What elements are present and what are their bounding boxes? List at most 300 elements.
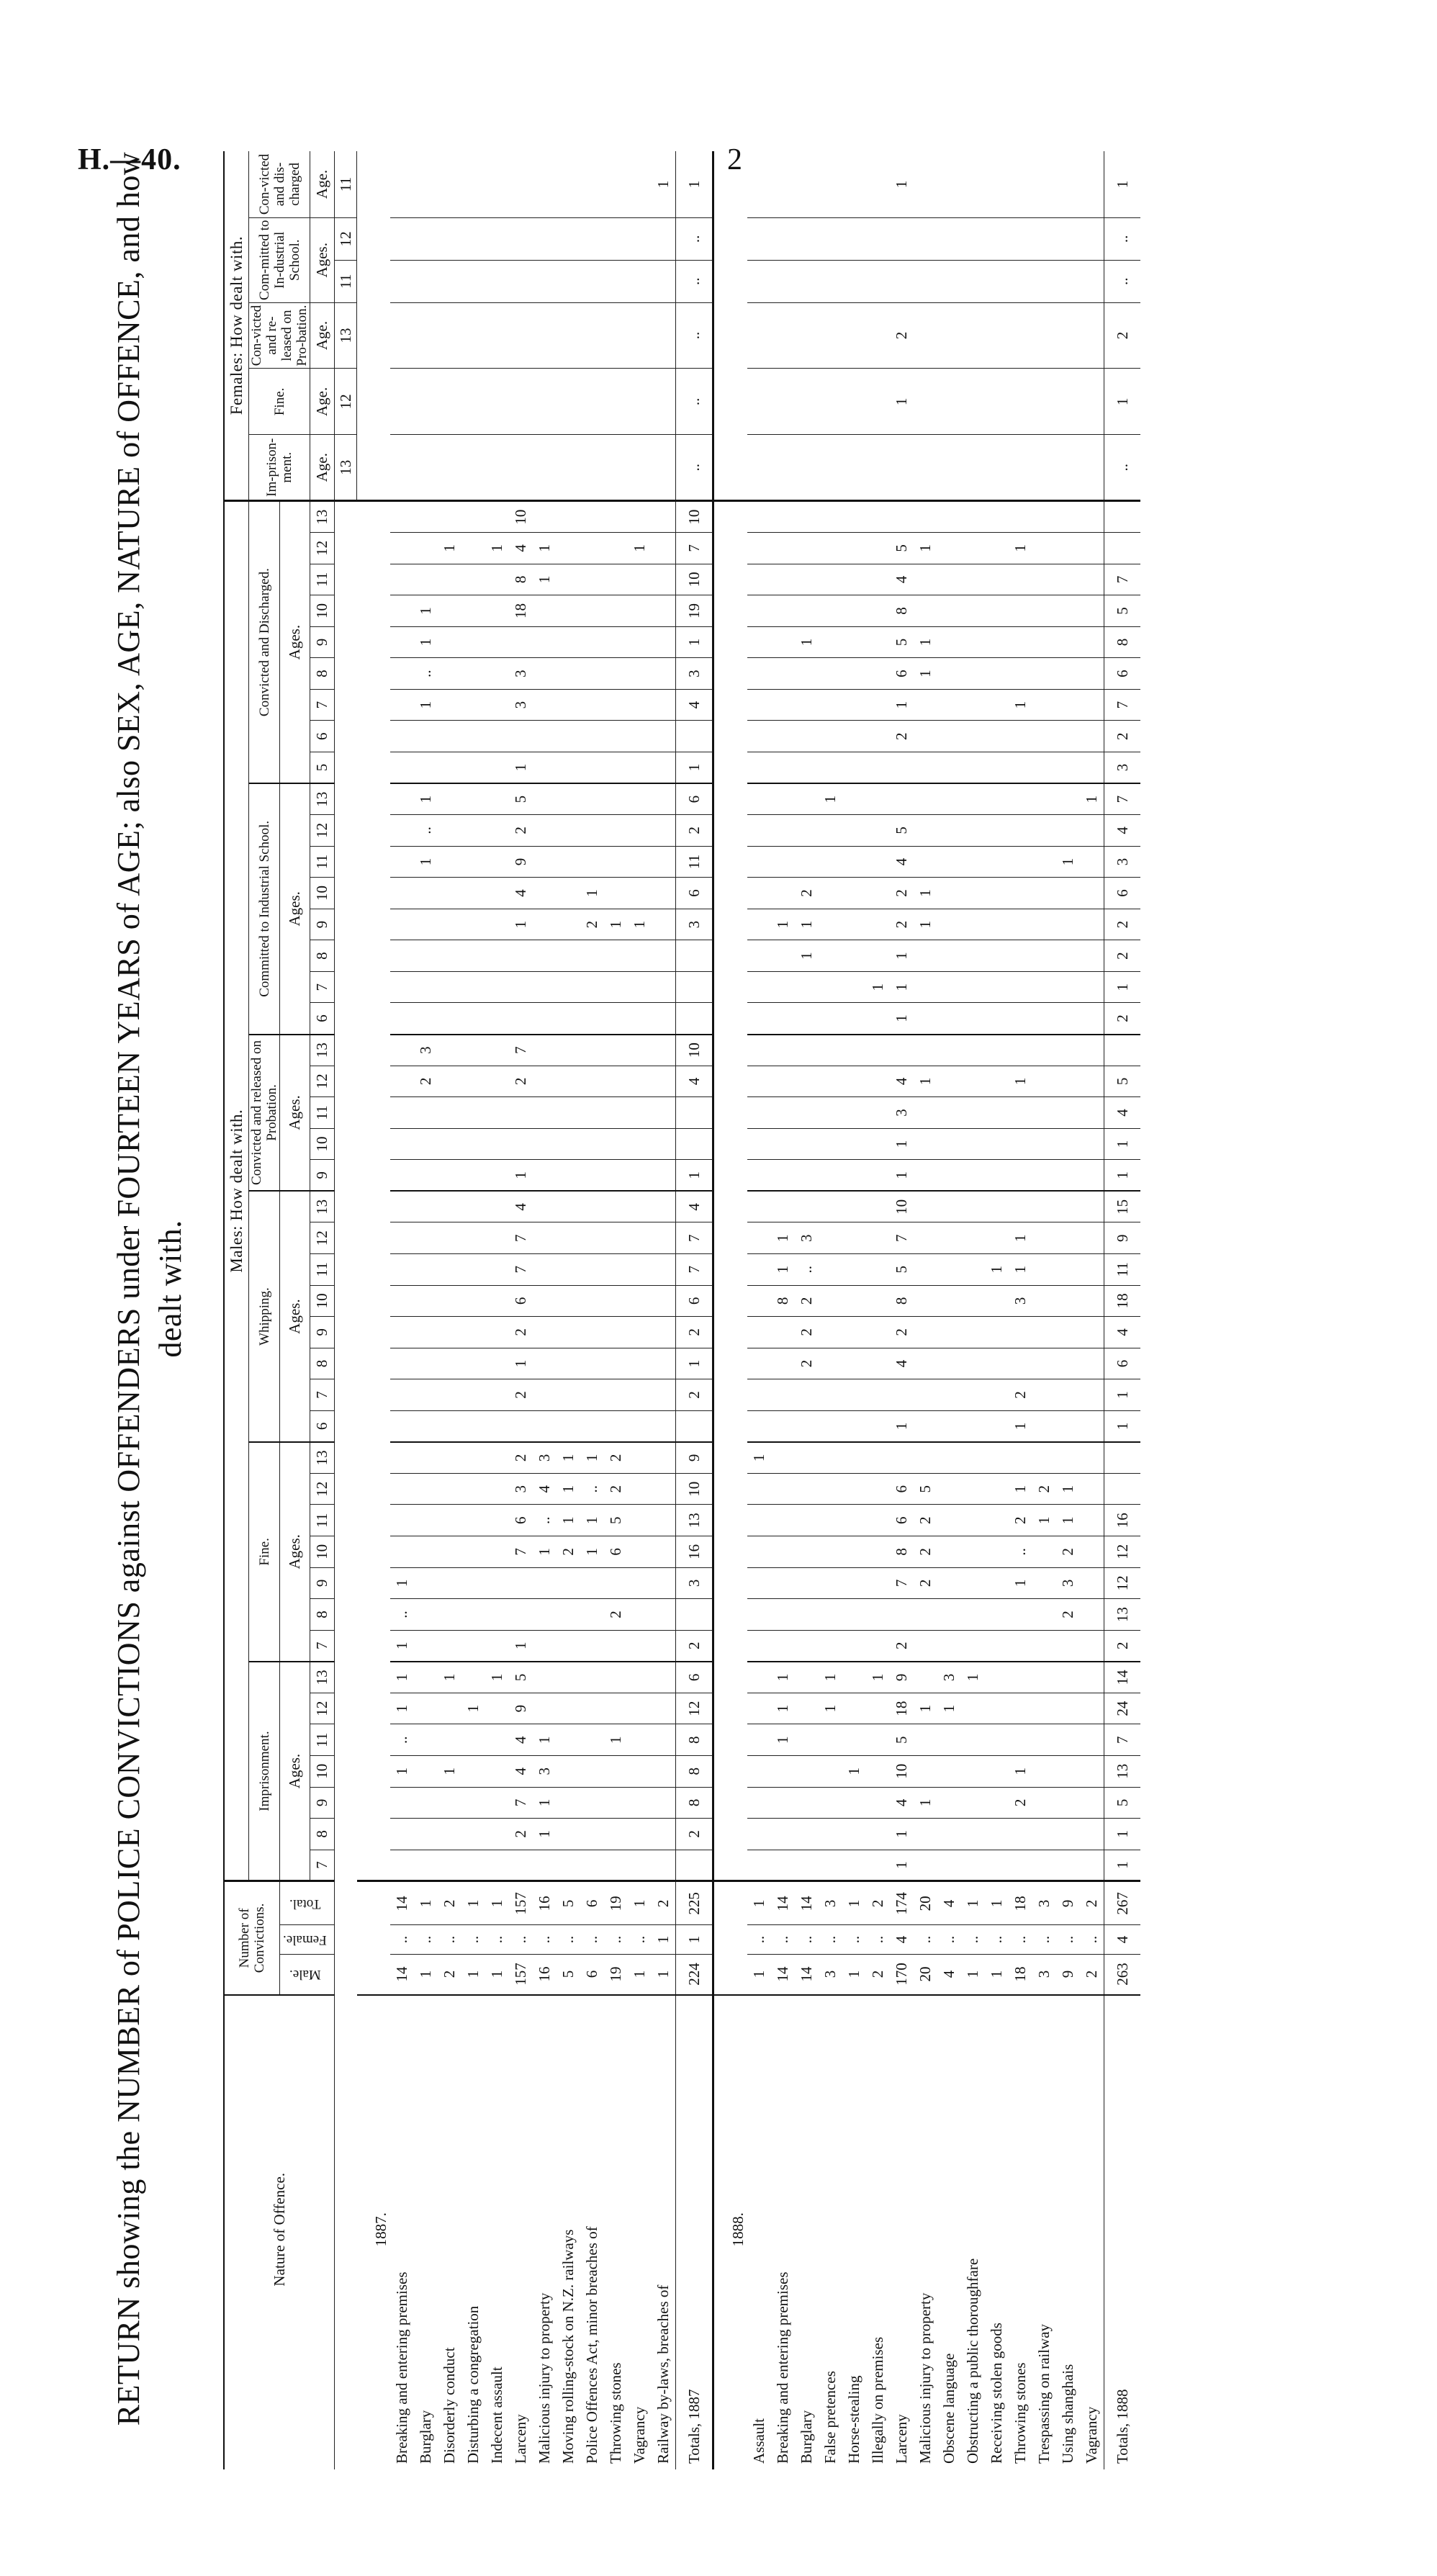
probation-cell [509,1097,533,1129]
total-count: 6 [580,1881,604,1925]
imprisonment-cell [652,1662,676,1693]
females-how-dealt-header: Females: How dealt with. [224,151,249,501]
discharged-cell [461,595,485,627]
industrial-cell: 2 [676,815,713,847]
fine-cell [1080,1567,1104,1599]
whipping-cell [747,1379,771,1411]
whipping-header: Whipping. [249,1191,280,1442]
imprisonment-cell: 9 [509,1693,533,1724]
male-count: 3 [1032,1954,1056,1995]
female-cell [652,302,676,369]
whipping-cell [819,1285,842,1317]
probation-cell [819,1097,842,1129]
female-cell [1056,435,1080,501]
imprisonment-cell [985,1787,1009,1819]
imprisonment-cell [914,1755,937,1787]
industrial-cell [771,846,795,878]
imprisonment-cell [985,1693,1009,1724]
whipping-cell [819,1317,842,1348]
industrial-cell [1056,878,1080,909]
industrial-cell [866,878,890,909]
whipping-cell: 6 [676,1285,713,1317]
industrial-cell: 2 [795,878,819,909]
probation-cell [961,1160,985,1192]
female-count: .. [937,1925,961,1954]
fine-cell [1032,1599,1056,1631]
discharged-cell: 3 [1104,752,1141,783]
whipping-cell [961,1222,985,1254]
whipping-cell [1032,1253,1056,1285]
probation-cell [628,1128,652,1160]
imprisonment-cell [961,1755,985,1787]
female-cell [533,369,557,435]
female-count: .. [961,1925,985,1954]
fine-cell: 7 [890,1567,914,1599]
fine-cell [1080,1505,1104,1536]
imprisonment-cell: 1 [390,1755,414,1787]
fine-cell: 1 [580,1505,604,1536]
industrial-cell [937,940,961,972]
imprisonment-cell [390,1819,414,1850]
probation-cell [866,1097,890,1129]
probation-cell [604,1128,628,1160]
fine-cell: 2 [557,1536,580,1568]
probation-cell: 1 [1009,1066,1032,1097]
imprisonment-cell [485,1755,509,1787]
female-cell [414,217,438,260]
whipping-age-8: 8 [310,1348,335,1379]
imprisonment-cell [628,1819,652,1850]
industrial-cell [1032,878,1056,909]
probation-cell [557,1066,580,1097]
probation-header: Convicted and released on Probation. [249,1035,280,1192]
female-cell [604,217,628,260]
female-cell [1080,369,1104,435]
industrial-header: Committed to Industrial School. [249,783,280,1035]
female-cell [1080,217,1104,260]
male-count: 14 [390,1954,414,1995]
whipping-cell [1032,1191,1056,1222]
imprisonment-age-7: 7 [310,1850,335,1881]
whipping-cell [937,1379,961,1411]
imprisonment-cell: 1 [485,1662,509,1693]
discharged-cell [438,595,461,627]
discharged-cell [866,752,890,783]
discharged-cell [438,626,461,658]
industrial-cell [747,878,771,909]
industrial-cell [842,878,866,909]
whipping-cell [1009,1317,1032,1348]
male-count: 2 [438,1954,461,1995]
female-cell [414,435,438,501]
female-cell [961,302,985,369]
probation-cell [1056,1097,1080,1129]
female-cell [890,435,914,501]
female-cell [580,260,604,302]
offence-name: Horse-stealing [845,2375,862,2464]
discharged-cell [485,595,509,627]
whipping-cell [533,1317,557,1348]
probation-cell: 4 [1104,1097,1141,1129]
whipping-cell: 1 [771,1222,795,1254]
female-cell [580,435,604,501]
female-cell [747,217,771,260]
industrial-cell [533,815,557,847]
fine-cell: 12 [1104,1536,1141,1568]
discharged-cell [1032,595,1056,627]
female-count: 4 [1104,1925,1141,1954]
fine-cell [819,1505,842,1536]
offence-name: Throwing stones [1012,2362,1029,2464]
industrial-cell [652,909,676,940]
fine-cell [819,1567,842,1599]
industrial-cell: 1 [914,878,937,909]
offence-name: Breaking and entering premises [774,2271,791,2464]
industrial-cell [961,846,985,878]
industrial-cell [652,878,676,909]
female-cell [914,260,937,302]
female-cell [1032,435,1056,501]
male-count: 9 [1056,1954,1080,1995]
fine-header: Fine. [249,1442,280,1662]
industrial-cell [628,1003,652,1035]
whipping-cell [1080,1191,1104,1222]
female-count: .. [604,1925,628,1954]
fine-cell [819,1473,842,1505]
probation-cell [914,1097,937,1129]
table-row [937,151,961,2469]
whipping-cell [580,1191,604,1222]
female-cell [604,369,628,435]
whipping-cell [580,1317,604,1348]
industrial-cell [914,971,937,1003]
whipping-cell [1080,1222,1104,1254]
probation-cell [1032,1160,1056,1192]
imprisonment-cell [795,1693,819,1724]
male-count: 1 [485,1954,509,1995]
industrial-cell [747,783,771,815]
female-cell [604,260,628,302]
whipping-cell [557,1253,580,1285]
imprisonment-cell [1080,1662,1104,1693]
imprisonment-cell: 6 [676,1662,713,1693]
imprisonment-cell [771,1787,795,1819]
probation-cell [533,1035,557,1066]
fine-cell [580,1599,604,1631]
probation-cell [842,1066,866,1097]
f-prob-age-value: 13 [335,302,357,369]
imprisonment-cell [985,1819,1009,1850]
offence-name: Malicious injury to property [916,2292,934,2464]
offence-name: Receiving stolen goods [988,2323,1005,2464]
imprisonment-cell [866,1850,890,1881]
imprisonment-cell [1080,1819,1104,1850]
female-cell [461,260,485,302]
imprisonment-cell [628,1850,652,1881]
whipping-cell [414,1222,438,1254]
industrial-cell [1056,940,1080,972]
totals-row [1104,151,1141,2469]
industrial-cell [747,971,771,1003]
whipping-cell: 1 [1009,1222,1032,1254]
fine-cell [795,1599,819,1631]
whipping-cell [914,1348,937,1379]
discharged-cell [819,595,842,627]
whipping-cell [557,1317,580,1348]
f-fine-header: Fine. [249,369,310,435]
industrial-cell [628,878,652,909]
industrial-cell [485,878,509,909]
probation-cell [557,1128,580,1160]
fine-cell [390,1505,414,1536]
whipping-age-12: 12 [310,1222,335,1254]
offence-name: Larceny [512,2414,529,2464]
imprisonment-cell [961,1850,985,1881]
imprisonment-cell: 7 [509,1787,533,1819]
discharged-cell [1104,501,1141,533]
industrial-cell: 2 [890,909,914,940]
female-cell [628,302,652,369]
female-cell [557,435,580,501]
discharged-cell [1009,501,1032,533]
f-discharged-header: Con-victed and dis-charged [249,151,310,217]
discharged-cell [652,533,676,564]
discharged-cell: 4 [509,533,533,564]
male-count: 2 [866,1954,890,1995]
discharged-cell [485,721,509,752]
year-row-filler [713,151,748,501]
whipping-cell [461,1348,485,1379]
fine-cell [414,1442,438,1474]
male-count: 224 [676,1954,713,1995]
female-cell [1056,217,1080,260]
imprisonment-cell: 1 [604,1724,628,1756]
female-cell [461,369,485,435]
discharged-cell: 10 [676,501,713,533]
probation-cell [819,1066,842,1097]
whipping-cell [937,1410,961,1442]
fine-cell: 3 [676,1567,713,1599]
probation-cell [652,1128,676,1160]
probation-cell [580,1066,604,1097]
fine-cell: 1 [1056,1473,1080,1505]
female-cell [937,260,961,302]
fine-cell: 2 [604,1599,628,1631]
female-cell [795,369,819,435]
whipping-cell [1056,1410,1080,1442]
fine-cell [557,1630,580,1662]
imprisonment-cell [842,1693,866,1724]
female-cell: 1 [1104,369,1141,435]
fine-cell [652,1630,676,1662]
imprisonment-cell [461,1819,485,1850]
industrial-cell [819,909,842,940]
female-cell [985,217,1009,260]
female-count: .. [747,1925,771,1954]
probation-cell: 1 [890,1160,914,1192]
imprisonment-cell [628,1724,652,1756]
imprisonment-cell [652,1693,676,1724]
probation-cell [485,1128,509,1160]
discharged-cell [1056,658,1080,690]
female-cell [866,260,890,302]
offence-name: Obstructing a public thoroughfare [964,2258,981,2464]
fine-cell [628,1442,652,1474]
female-cell [866,435,890,501]
total-count: 14 [795,1881,819,1925]
male-count: 157 [509,1954,533,1995]
imprisonment-cell [652,1755,676,1787]
female-cell [557,369,580,435]
fine-cell [914,1630,937,1662]
total-count: 19 [604,1881,628,1925]
whipping-cell [604,1285,628,1317]
imprisonment-cell [1032,1819,1056,1850]
whipping-cell: 6 [509,1285,533,1317]
discharged-cell [866,595,890,627]
female-cell [628,260,652,302]
whipping-cell [985,1317,1009,1348]
fine-cell [461,1599,485,1631]
discharged-cell [985,658,1009,690]
fine-cell [985,1599,1009,1631]
discharged-cell [795,658,819,690]
female-count: .. [1009,1925,1032,1954]
total-count: 2 [866,1881,890,1925]
imprisonment-cell: 1 [937,1693,961,1724]
female-count: .. [461,1925,485,1954]
female-count: .. [485,1925,509,1954]
industrial-cell [1009,909,1032,940]
fine-cell: 13 [676,1505,713,1536]
discharged-cell [866,564,890,595]
offence-name: Obscene language [940,2353,958,2464]
discharged-cell [652,564,676,595]
imprisonment-cell: 1 [533,1819,557,1850]
imprisonment-cell [795,1787,819,1819]
industrial-cell [914,783,937,815]
discharged-cell [842,564,866,595]
whipping-cell [533,1379,557,1411]
whipping-cell [1009,1191,1032,1222]
whipping-cell: 1 [771,1253,795,1285]
female-cell [414,151,438,217]
fine-cell [414,1473,438,1505]
imprisonment-cell [914,1724,937,1756]
female-cell [414,369,438,435]
whipping-cell [842,1222,866,1254]
imprisonment-cell [1056,1662,1080,1693]
imprisonment-cell [771,1755,795,1787]
offence-name: Breaking and entering premises [393,2271,410,2464]
industrial-cell [390,878,414,909]
probation-cell [390,1160,414,1192]
table-row [390,151,414,2469]
whipping-cell [961,1191,985,1222]
year-row-filler [713,501,748,1881]
industrial-cell [961,940,985,972]
whipping-cell [985,1222,1009,1254]
female-cell: 1 [890,369,914,435]
imprisonment-cell [1056,1787,1080,1819]
discharged-cell [937,689,961,721]
probation-cell [747,1035,771,1066]
discharged-cell [985,752,1009,783]
whipping-cell: 2 [1009,1379,1032,1411]
year-row-filler [357,501,391,1881]
whipping-cell [652,1317,676,1348]
fine-cell [652,1505,676,1536]
industrial-cell [652,783,676,815]
total-count: 174 [890,1881,914,1925]
whipping-cell [628,1348,652,1379]
industrial-cell [747,909,771,940]
industrial-cell [819,1003,842,1035]
imprisonment-cell [985,1662,1009,1693]
industrial-age-13: 13 [310,783,335,815]
fine-cell [771,1599,795,1631]
whipping-cell [819,1379,842,1411]
whipping-cell [461,1253,485,1285]
female-count: 4 [890,1925,914,1954]
probation-cell: 7 [509,1035,533,1066]
whipping-cell [461,1285,485,1317]
probation-cell [985,1097,1009,1129]
whipping-cell [533,1285,557,1317]
whipping-cell [1080,1379,1104,1411]
female-cell [580,217,604,260]
probation-cell [961,1128,985,1160]
fine-cell [414,1567,438,1599]
imprisonment-cell [533,1693,557,1724]
industrial-cell: 7 [1104,783,1141,815]
whipping-cell: 4 [509,1191,533,1222]
probation-cell: 10 [676,1035,713,1066]
female-cell [866,217,890,260]
industrial-cell [771,815,795,847]
probation-cell [628,1035,652,1066]
male-count: 1 [414,1954,438,1995]
discharged-cell [414,752,438,783]
whipping-cell [485,1222,509,1254]
imprisonment-age-11: 11 [310,1724,335,1756]
male-count: 170 [890,1954,914,1995]
whipping-cell [533,1348,557,1379]
imprisonment-cell [866,1819,890,1850]
probation-cell: 4 [676,1066,713,1097]
male-count: 4 [937,1954,961,1995]
total-count: 20 [914,1881,937,1925]
fine-cell [390,1442,414,1474]
whipping-cell [414,1191,438,1222]
industrial-cell: 4 [890,846,914,878]
discharged-age-6: 6 [310,721,335,752]
fine-cell [1080,1473,1104,1505]
total-count: 16 [533,1881,557,1925]
industrial-cell [819,940,842,972]
totals-label: Totals, 1887 [676,1995,713,2469]
probation-cell [604,1066,628,1097]
discharged-cell [819,721,842,752]
industrial-cell [557,909,580,940]
industrial-cell [747,940,771,972]
fine-cell: 2 [1056,1599,1080,1631]
discharged-cell [771,564,795,595]
total-count: 1 [461,1881,485,1925]
whipping-cell [866,1285,890,1317]
industrial-cell [414,940,438,972]
table-row [652,151,676,2469]
